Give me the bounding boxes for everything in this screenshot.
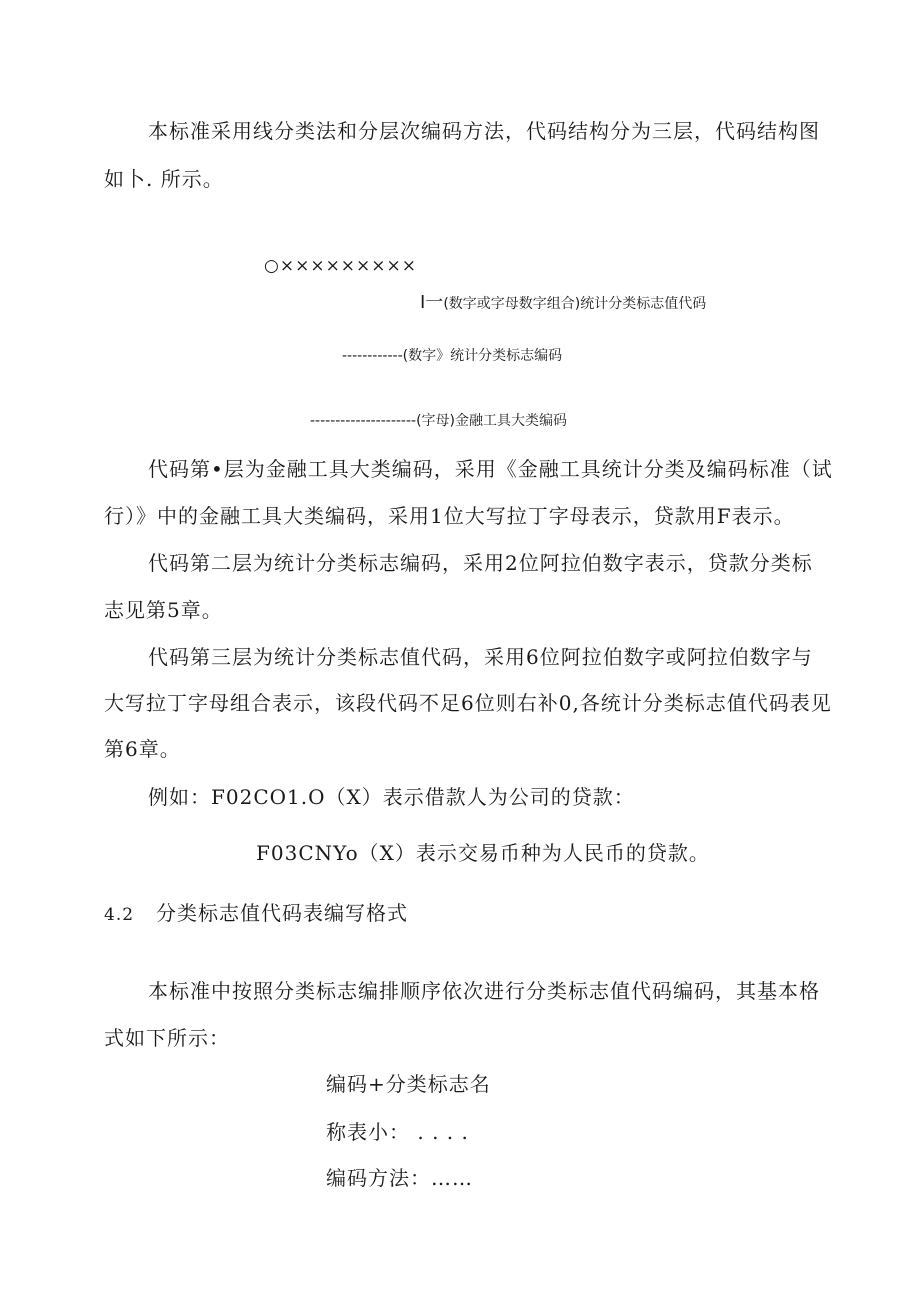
intro-line-1: 本标准采用线分类法和分层次编码方法，代码结构分为三层，代码结构图 (148, 119, 820, 143)
example-line-1: 例如：F02CO1.O（X）表示借款人为公司的贷款： (148, 785, 635, 809)
paragraph-level-2-line-1: 代码第二层为统计分类标志编码，采用2位阿拉伯数字表示，贷款分类标 (148, 551, 813, 575)
paragraph-level-3-line-2: 大写拉丁字母组合表示，该段代码不足6位则右补0,各统计分类标志值代码表见 (104, 691, 832, 715)
section-number: 4.2 (104, 905, 135, 925)
paragraph-level-1-line-2: 行）》中的金融工具大类编码，采用1位大写拉丁字母表示，贷款用F表示。 (104, 504, 795, 528)
format-line-1: 本标准中按照分类标志编排顺序依次进行分类标志值代码编码，其基本格 (148, 979, 820, 1003)
diagram-level-3-label: (数字或字母数字组合)统计分类标志值代码 (443, 296, 707, 312)
paragraph-level-3-line-1: 代码第三层为统计分类标志值代码，采用6位阿拉伯数字或阿拉伯数字与 (148, 645, 813, 669)
diagram-level-1 (310, 411, 567, 431)
diagram-level-2-label: (数字》统计分类标志编码 (402, 348, 563, 364)
diagram-level-3-marker: I一 (420, 292, 444, 313)
example-line-2: F03CNYo（X）表示交易币种为人民币的贷款。 (256, 841, 710, 865)
format-item-1: 编码+分类标志名 (326, 1072, 491, 1096)
diagram-level-2-dashes: ------------ (342, 348, 403, 364)
format-line-2: 式如下所示： (104, 1026, 230, 1050)
section-heading (104, 900, 408, 928)
diagram-level-1-dashes: --------------------- (310, 413, 417, 429)
format-item-3: 编码方法：…… (326, 1166, 473, 1190)
section-title: 分类标志值代码表编写格式 (156, 901, 409, 925)
paragraph-level-3-line-3: 第6章。 (104, 737, 181, 761)
diagram-level-1-label: (字母)金融工具大类编码 (416, 413, 568, 429)
intro-line-2: 如卜. 所示。 (104, 167, 224, 191)
diagram-level-2 (342, 346, 562, 366)
paragraph-level-1-line-1: 代码第•层为金融工具大类编码，采用《金融工具统计分类及编码标准（试 (148, 457, 833, 481)
diagram-code: ○××××××××× (264, 256, 418, 276)
paragraph-level-2-line-2: 志见第5章。 (104, 598, 223, 622)
format-item-2: 称表小： . . . . (326, 1120, 469, 1144)
diagram-level-3 (420, 293, 706, 314)
